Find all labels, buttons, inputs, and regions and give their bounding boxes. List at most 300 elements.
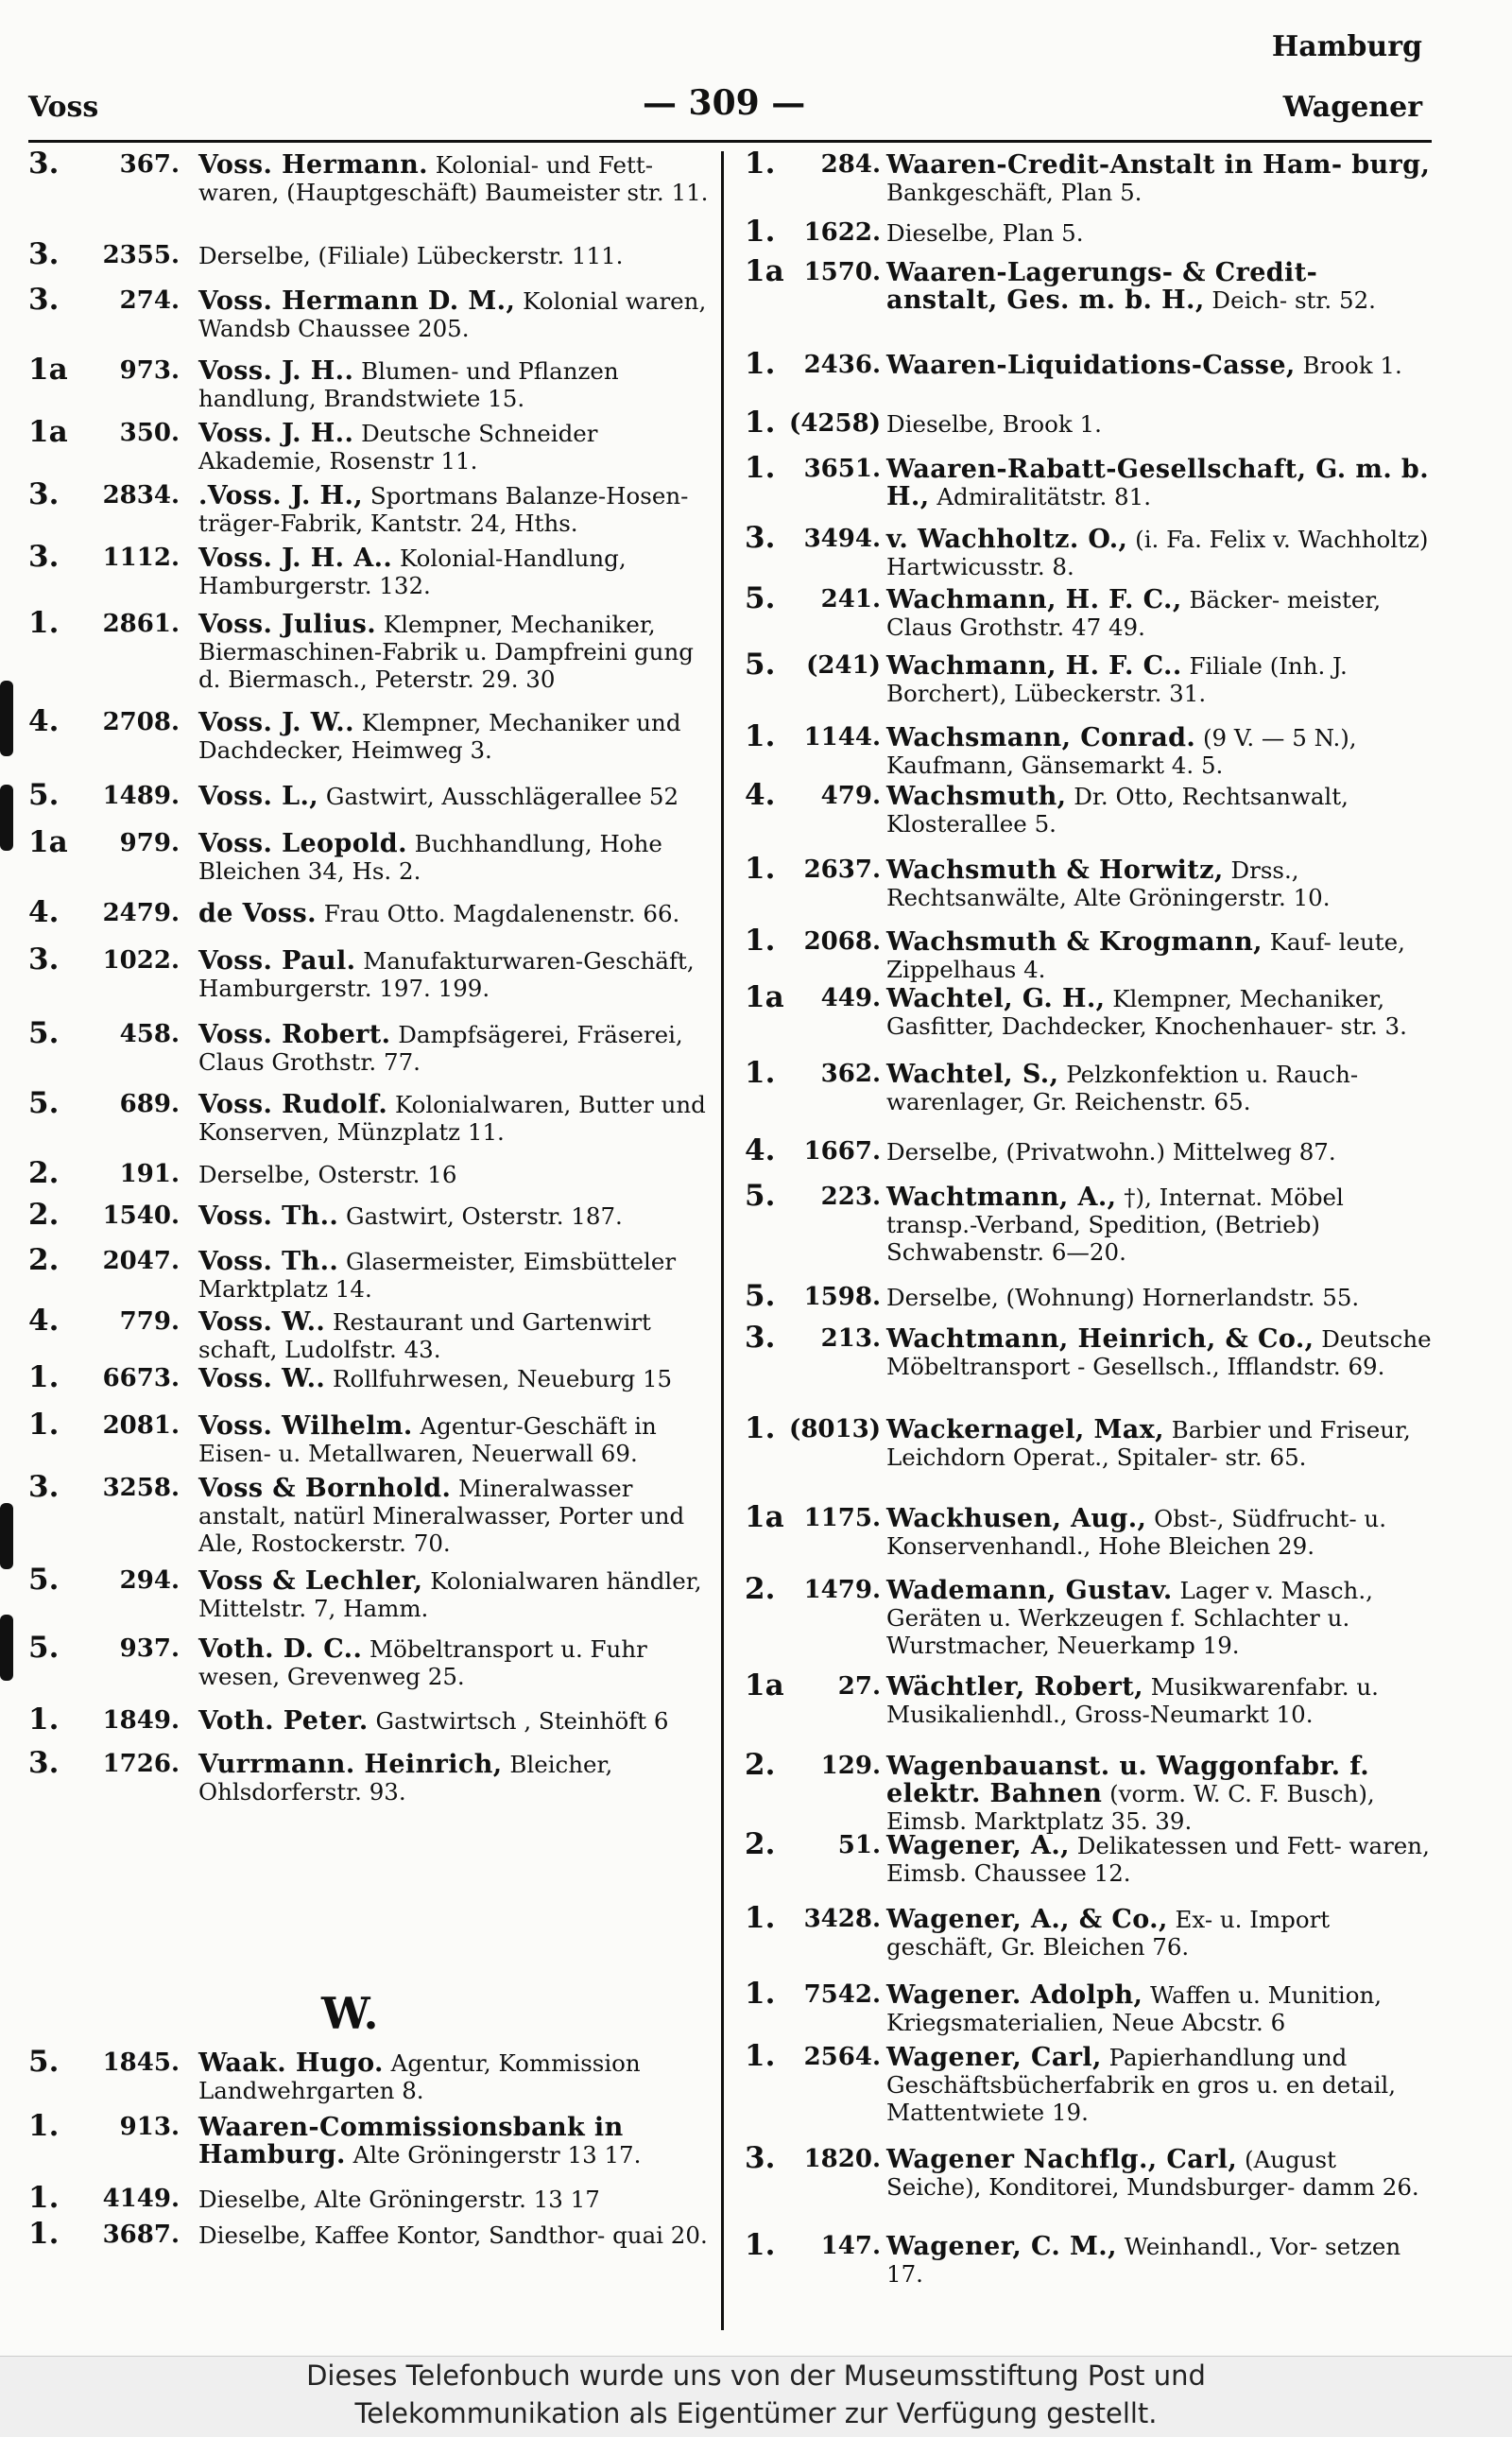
entry-text: [886, 1505, 1432, 1560]
entry-description: Delikatessen und Fett- waren, Eimsb. Chaussee 12.: [886, 1832, 1430, 1887]
entry-text: [198, 783, 711, 810]
header-city: Hamburg: [1271, 30, 1422, 63]
entry-text: [886, 456, 1432, 510]
exchange-prefix: 1.: [745, 1056, 776, 1090]
entry-text: [886, 1416, 1432, 1471]
entry-text: [198, 900, 711, 927]
entry-description: Frau Otto. Magdalenenstr. 66.: [323, 900, 680, 927]
entry-description: Dieselbe, Alte Gröningerstr. 13 17: [198, 2186, 600, 2213]
entry-description: Kolonialwaren händler, Mittelstr. 7, Hamm.: [198, 1567, 702, 1622]
exchange-prefix: 5.: [745, 1179, 776, 1213]
entry-name: Voss. Hermann.: [198, 150, 428, 180]
entry-description: Derselbe, (Filiale) Lübeckerstr. 111.: [198, 242, 624, 269]
exchange-prefix: 2.: [28, 1243, 60, 1277]
exchange-prefix: 1.: [745, 719, 776, 753]
phone-number: 779.: [119, 1307, 180, 1336]
phone-number: 2047.: [102, 1247, 180, 1275]
exchange-prefix: 1.: [745, 924, 776, 958]
phone-number: 1726.: [102, 1750, 180, 1778]
phone-number: 2081.: [102, 1411, 180, 1440]
phone-number: 2068.: [803, 927, 881, 956]
entry-text: [886, 1284, 1432, 1311]
entry-text: [198, 151, 711, 206]
binding-mark: [0, 1503, 13, 1569]
entry-text: [886, 985, 1432, 1040]
entry-text: [198, 2186, 711, 2213]
phone-number: 913.: [119, 2113, 180, 2141]
exchange-prefix: 5.: [745, 581, 776, 615]
phone-number: 1667.: [803, 1137, 881, 1166]
phone-number: 350.: [119, 419, 180, 447]
entry-name: Voss. Julius.: [198, 610, 377, 639]
entry-name: Waaren-Credit-Anstalt in Ham- burg,: [886, 150, 1431, 180]
entry-description: Alte Gröningerstr 13 17.: [352, 2141, 642, 2169]
entry-description: Klempner, Mechaniker, Biermaschinen-Fabrik u. Dampfreini gung d. Biermasch., Peterstr. 29. 30: [198, 611, 694, 693]
exchange-prefix: 3.: [28, 147, 60, 181]
entry-name: Wackhusen, Aug.,: [886, 1504, 1147, 1533]
entry-name: Voss. Robert.: [198, 1020, 391, 1049]
entry-name: v. Wachholtz. O.,: [886, 525, 1128, 554]
entry-name: Wachsmuth,: [886, 782, 1067, 811]
entry-description: Barbier und Friseur, Leichdorn Operat., Spitaler- str. 65.: [886, 1416, 1411, 1471]
phone-number: 3258.: [102, 1474, 180, 1502]
entry-description: Dieselbe, Brook 1.: [886, 410, 1102, 438]
entry-description: Kolonial waren, Wandsb Chaussee 205.: [198, 287, 707, 342]
entry-text: [198, 1751, 711, 1806]
entry-name: Voss. W..: [198, 1364, 326, 1393]
exchange-prefix: 1.: [28, 606, 60, 640]
phone-number: 2479.: [102, 899, 180, 927]
exchange-prefix: 1.: [745, 852, 776, 886]
entry-name: .Voss. J. H.,: [198, 481, 364, 510]
exchange-prefix: 3.: [745, 1321, 776, 1355]
entry-description: Admiralitätstr. 81.: [936, 483, 1152, 510]
entry-description: Kolonialwaren, Butter und Konserven, Münzplatz 11.: [198, 1091, 706, 1146]
phone-number: 191.: [119, 1160, 180, 1188]
entry-name: Wagenbauanst. u. Waggonfabr. f. elektr. Bahnen: [886, 1752, 1370, 1808]
phone-number: 2355.: [102, 241, 180, 269]
entry-text: [198, 357, 711, 412]
entry-description: (i. Fa. Felix v. Wachholtz) Hartwicusstr. 8.: [886, 526, 1429, 580]
entry-description: Kolonial- und Fett- waren, (Hauptgeschäft) Baumeister str. 11.: [198, 151, 709, 206]
phone-number: 1489.: [102, 782, 180, 810]
entry-name: Voss. J. W..: [198, 708, 354, 737]
phone-number: 689.: [119, 1090, 180, 1118]
entry-description: Weinhandl., Vor- setzen 17.: [886, 2233, 1401, 2288]
entry-text: [198, 1202, 711, 1230]
entry-text: [198, 287, 711, 342]
phone-number: 1479.: [803, 1576, 881, 1604]
entry-name: Voss. Th..: [198, 1247, 339, 1276]
entry-text: [886, 1832, 1432, 1887]
phone-number: 1540.: [102, 1201, 180, 1230]
exchange-prefix: 5.: [28, 1086, 60, 1120]
exchange-prefix: 1.: [745, 2039, 776, 2073]
entry-name: Voss. Paul.: [198, 946, 356, 976]
entry-text: [886, 151, 1432, 206]
phone-number: 274.: [119, 286, 180, 315]
entry-text: [198, 1567, 711, 1622]
exchange-prefix: 1.: [745, 451, 776, 485]
phone-number: 367.: [119, 150, 180, 179]
exchange-prefix: 1.: [745, 1901, 776, 1935]
exchange-prefix: 5.: [28, 778, 60, 812]
exchange-prefix: 3.: [28, 1746, 60, 1780]
phone-number: 4149.: [102, 2185, 180, 2213]
phone-number: 1022.: [102, 946, 180, 975]
exchange-prefix: 1.: [745, 1411, 776, 1445]
phone-number: 1820.: [803, 2145, 881, 2173]
entry-description: (August Seiche), Konditorei, Mundsburger- damm 26.: [886, 2146, 1419, 2201]
entry-name: Wagener, C. M.,: [886, 2232, 1117, 2261]
exchange-prefix: 1.: [28, 1408, 60, 1442]
exchange-prefix: 1.: [745, 347, 776, 381]
exchange-prefix: 5.: [28, 1563, 60, 1597]
entry-description: Dr. Otto, Rechtsanwalt, Klosterallee 5.: [886, 783, 1349, 838]
entry-name: Wachtmann, Heinrich, & Co.,: [886, 1324, 1314, 1354]
exchange-prefix: 1.: [28, 2181, 60, 2215]
exchange-prefix: 3.: [28, 477, 60, 511]
exchange-prefix: 4.: [745, 1133, 776, 1167]
exchange-prefix: 1.: [745, 147, 776, 181]
entry-text: [886, 928, 1432, 983]
phone-number: 284.: [820, 150, 881, 179]
phone-number: 1622.: [803, 218, 881, 247]
exchange-prefix: 2.: [745, 1748, 776, 1782]
entry-description: Filiale (Inh. J. Borchert), Lübeckerstr. 31.: [886, 652, 1348, 707]
phone-number: 2834.: [102, 481, 180, 510]
column-divider: [721, 151, 724, 2330]
entry-description: Deutsche Möbeltransport - Gesellsch., Ifflandstr. 69.: [886, 1325, 1432, 1380]
phone-number: (241): [806, 651, 881, 680]
entry-description: Kolonial-Handlung, Hamburgerstr. 132.: [198, 544, 627, 599]
phone-number: 294.: [119, 1566, 180, 1595]
phone-number: 2637.: [803, 856, 881, 884]
entry-name: Waaren-Lagerungs- & Credit- anstalt, Ges. m. b. H.,: [886, 258, 1318, 315]
footer-line-2: Telekommunikation als Eigentümer zur Verfügung gestellt.: [354, 2397, 1158, 2429]
entry-text: [886, 1138, 1432, 1166]
exchange-prefix: 1a: [28, 825, 68, 859]
exchange-prefix: 4.: [28, 1304, 60, 1338]
entry-description: (9 V. — 5 N.), Kaufmann, Gänsemarkt 4. 5.: [886, 724, 1357, 779]
entry-text: [198, 1635, 711, 1690]
entry-text: [886, 724, 1432, 779]
entry-name: Voth. D. C..: [198, 1634, 363, 1664]
entry-name: Wagener Nachflg., Carl,: [886, 2145, 1238, 2174]
exchange-prefix: 1a: [745, 1668, 784, 1702]
entry-description: Restaurant und Gartenwirt schaft, Ludolfstr. 43.: [198, 1308, 651, 1363]
entry-text: [198, 1248, 711, 1303]
entry-text: [198, 1021, 711, 1076]
exchange-prefix: 3.: [28, 283, 60, 317]
exchange-prefix: 3.: [745, 2141, 776, 2175]
entry-name: Wagener. Adolph,: [886, 1980, 1143, 2010]
entry-description: Klempner, Mechaniker, Gasfitter, Dachdecker, Knochenhauer- str. 3.: [886, 985, 1407, 1040]
phone-number: 1144.: [803, 723, 881, 752]
entry-description: Agentur, Kommission Landwehrgarten 8.: [198, 2049, 641, 2104]
entry-name: Voss. Hermann D. M.,: [198, 286, 516, 316]
entry-text: [886, 219, 1432, 247]
exchange-prefix: 1a: [28, 415, 68, 449]
entry-name: Voss & Bornhold.: [198, 1474, 452, 1503]
exchange-prefix: 1.: [745, 2228, 776, 2262]
entry-text: [198, 1475, 711, 1557]
page-number: — 309 —: [643, 83, 806, 123]
entry-text: [198, 830, 711, 885]
entry-text: [198, 544, 711, 599]
entry-name: Waaren-Commissionsbank in Hamburg.: [198, 2113, 624, 2169]
entry-name: Wademann, Gustav.: [886, 1576, 1173, 1605]
exchange-prefix: 1.: [28, 1360, 60, 1394]
entry-text: [886, 526, 1432, 580]
entry-text: [886, 1981, 1432, 2036]
entry-text: [198, 2114, 711, 2169]
entry-name: Wachtel, G. H.,: [886, 984, 1106, 1013]
exchange-prefix: 1.: [745, 1977, 776, 2011]
entry-description: Deutsche Schneider Akademie, Rosenstr 11.: [198, 420, 598, 475]
entry-text: [198, 1365, 711, 1392]
phone-number: 3651.: [803, 455, 881, 483]
entry-description: Derselbe, (Wohnung) Hornerlandstr. 55.: [886, 1284, 1360, 1311]
entry-description: Drss., Rechtsanwälte, Alte Gröningerstr. 10.: [886, 856, 1331, 911]
exchange-prefix: 4.: [28, 895, 60, 929]
entry-description: Pelzkonfektion u. Rauch- warenlager, Gr. Reichenstr. 65.: [886, 1061, 1359, 1115]
entry-name: Wachmann, H. F. C.,: [886, 585, 1182, 614]
entry-text: [886, 1673, 1432, 1728]
phone-number: 2564.: [803, 2043, 881, 2071]
exchange-prefix: 5.: [745, 1279, 776, 1313]
entry-name: Wachtel, S.,: [886, 1060, 1059, 1089]
phone-number: 979.: [119, 829, 180, 857]
phone-number: 6673.: [102, 1364, 180, 1392]
entry-name: Voss. Wilhelm.: [198, 1411, 413, 1441]
entry-text: [886, 856, 1432, 911]
entry-text: [198, 420, 711, 475]
entry-text: [886, 2233, 1432, 2288]
header-right-keyword: Wagener: [1282, 91, 1422, 124]
phone-number: 3428.: [803, 1905, 881, 1933]
entry-name: Wachsmuth & Horwitz,: [886, 856, 1224, 885]
entry-description: †), Internat. Möbel transp.-Verband, Spedition, (Betrieb) Schwabenstr. 6—20.: [886, 1184, 1344, 1266]
entry-description: Rollfuhrwesen, Neueburg 15: [333, 1365, 673, 1392]
entry-description: Musikwarenfabr. u. Musikalienhdl., Gross-Neumarkt 10.: [886, 1673, 1379, 1728]
entry-name: Voss. W..: [198, 1307, 326, 1337]
exchange-prefix: 4.: [28, 704, 60, 738]
entry-name: Voth. Peter.: [198, 1706, 369, 1736]
entry-description: Buchhandlung, Hohe Bleichen 34, Hs. 2.: [198, 830, 662, 885]
entry-text: [886, 1184, 1432, 1266]
phone-number: 1849.: [102, 1706, 180, 1735]
entry-text: [198, 611, 711, 693]
entry-description: Obst-, Südfrucht- u. Konservenhandl., Hohe Bleichen 29.: [886, 1505, 1386, 1560]
phone-number: 458.: [119, 1020, 180, 1048]
phone-number: 479.: [820, 782, 881, 810]
exchange-prefix: 4.: [745, 778, 776, 812]
entry-name: Voss & Lechler,: [198, 1566, 423, 1596]
entry-text: [198, 242, 711, 269]
phone-number: 1175.: [803, 1504, 881, 1532]
entry-name: Wachsmann, Conrad.: [886, 723, 1196, 752]
entry-name: Wachmann, H. F. C..: [886, 651, 1182, 681]
phone-number: (8013): [789, 1415, 881, 1443]
entry-text: [198, 2049, 711, 2104]
entry-description: Gastwirt, Osterstr. 187.: [346, 1202, 623, 1230]
entry-description: Gastwirt, Ausschlägerallee 52: [325, 783, 679, 810]
entry-text: [886, 1325, 1432, 1380]
entry-description: Dampfsägerei, Fräserei, Claus Grothstr. 77.: [198, 1021, 683, 1076]
entry-text: [886, 1061, 1432, 1115]
entry-text: [198, 1091, 711, 1146]
exchange-prefix: 5.: [28, 1631, 60, 1665]
exchange-prefix: 5.: [28, 1016, 60, 1050]
entry-name: Wagener, A., & Co.,: [886, 1905, 1168, 1934]
exchange-prefix: 5.: [745, 648, 776, 682]
entry-text: [886, 652, 1432, 707]
entry-text: [198, 1707, 711, 1735]
phone-number: 1598.: [803, 1283, 881, 1311]
exchange-prefix: 1a: [745, 980, 784, 1014]
entry-description: (vorm. W. C. F. Busch), Eimsb. Marktplatz 35. 39.: [886, 1780, 1375, 1835]
header-left-keyword: Voss: [28, 91, 99, 124]
entry-description: Agentur-Geschäft in Eisen- u. Metallwaren, Neuerwall 69.: [198, 1412, 657, 1467]
phone-number: 241.: [820, 585, 881, 614]
entry-text: [198, 947, 711, 1002]
phone-number: 1112.: [102, 544, 180, 572]
exchange-prefix: 3.: [745, 521, 776, 555]
exchange-prefix: 1.: [745, 215, 776, 249]
header-rule: [28, 140, 1432, 143]
entry-name: Voss. J. H..: [198, 356, 354, 386]
entry-description: Deich- str. 52.: [1211, 286, 1376, 314]
exchange-prefix: 2.: [745, 1572, 776, 1606]
entry-description: Dieselbe, Plan 5.: [886, 219, 1084, 247]
entry-text: [198, 1308, 711, 1363]
entry-name: Wachsmuth & Krogmann,: [886, 927, 1263, 957]
entry-text: [886, 586, 1432, 641]
phone-number: 7542.: [803, 1980, 881, 2009]
entry-description: Lager v. Masch., Geräten u. Werkzeugen f. Schlachter u. Wurstmacher, Neuerkamp 19.: [886, 1577, 1373, 1659]
entry-description: Dieselbe, Kaffee Kontor, Sandthor- quai 20.: [198, 2221, 708, 2249]
exchange-prefix: 1.: [28, 2217, 60, 2251]
entry-description: Sportmans Balanze-Hosen- träger-Fabrik, Kantstr. 24, Hths.: [198, 482, 689, 537]
entry-name: Voss. J. H. A..: [198, 544, 393, 573]
entry-description: Brook 1.: [1302, 352, 1402, 379]
entry-name: Wachtmann, A.,: [886, 1183, 1117, 1212]
entry-name: Waaren-Rabatt-Gesellschaft, G. m. b. H.,: [886, 455, 1430, 511]
entry-description: Gastwirtsch , Steinhöft 6: [375, 1707, 669, 1735]
entry-text: [886, 410, 1432, 438]
entry-description: Derselbe, (Privatwohn.) Mittelweg 87.: [886, 1138, 1336, 1166]
footer-notice: [0, 2356, 1512, 2437]
entry-description: Möbeltransport u. Fuhr wesen, Grevenweg 25.: [198, 1635, 647, 1690]
phone-number: 27.: [837, 1672, 881, 1701]
phone-number: (4258): [789, 409, 881, 438]
binding-mark: [0, 681, 13, 756]
phone-number: 3494.: [803, 525, 881, 553]
entry-description: Klempner, Mechaniker und Dachdecker, Heimweg 3.: [198, 709, 681, 764]
exchange-prefix: 1a: [745, 254, 784, 288]
exchange-prefix: 1a: [28, 353, 68, 387]
entry-description: Kauf- leute, Zippelhaus 4.: [886, 928, 1405, 983]
entry-text: [886, 1577, 1432, 1659]
phone-number: 2436.: [803, 351, 881, 379]
phone-number: 2861.: [102, 610, 180, 638]
entry-name: Voss. Leopold.: [198, 829, 407, 858]
exchange-prefix: 5.: [28, 2045, 60, 2079]
entry-name: Voss. J. H..: [198, 419, 354, 448]
entry-name: Voss. L.,: [198, 782, 319, 811]
entry-name: Vurrmann. Heinrich,: [198, 1750, 503, 1779]
entry-description: Papierhandlung und Geschäftsbücherfabrik en gros u. en detail, Mattentwiete 19.: [886, 2044, 1397, 2126]
phone-number: 147.: [820, 2232, 881, 2260]
entry-name: Waak. Hugo.: [198, 2048, 384, 2078]
exchange-prefix: 2.: [28, 1198, 60, 1232]
entry-text: [886, 783, 1432, 838]
entry-description: Derselbe, Osterstr. 16: [198, 1161, 457, 1188]
binding-mark: [0, 1615, 13, 1681]
exchange-prefix: 1.: [745, 406, 776, 440]
phone-number: 223.: [820, 1183, 881, 1211]
entry-description: Waffen u. Munition, Kriegsmaterialien, Neue Abcstr. 6: [886, 1981, 1383, 2036]
entry-name: Waaren-Liquidations-Casse,: [886, 351, 1296, 380]
entry-text: [198, 1161, 711, 1188]
exchange-prefix: 2.: [745, 1827, 776, 1861]
exchange-prefix: 3.: [28, 1470, 60, 1504]
entry-text: [198, 2221, 711, 2249]
phone-number: 1570.: [803, 258, 881, 286]
phone-number: 362.: [820, 1060, 881, 1088]
phone-number: 213.: [820, 1324, 881, 1353]
section-letter: W.: [321, 1988, 379, 2039]
exchange-prefix: 2.: [28, 1156, 60, 1190]
exchange-prefix: 3.: [28, 540, 60, 574]
phone-number: 449.: [820, 984, 881, 1012]
phone-number: 51.: [837, 1831, 881, 1859]
phone-number: 129.: [820, 1752, 881, 1780]
entry-description: Glasermeister, Eimsbütteler Marktplatz 14.: [198, 1248, 677, 1303]
entry-description: Bankgeschäft, Plan 5.: [886, 179, 1143, 206]
entry-text: [886, 1906, 1432, 1961]
entry-name: de Voss.: [198, 899, 317, 928]
entry-name: Wächtler, Robert,: [886, 1672, 1143, 1702]
entry-text: [886, 352, 1432, 379]
exchange-prefix: 1.: [28, 1702, 60, 1737]
entry-name: Voss. Rudolf.: [198, 1090, 388, 1119]
entry-text: [198, 1412, 711, 1467]
entry-text: [886, 2044, 1432, 2126]
entry-description: Bleicher, Ohlsdorferstr. 93.: [198, 1751, 613, 1806]
phone-number: 3687.: [102, 2221, 180, 2249]
phone-number: 1845.: [102, 2048, 180, 2077]
binding-mark: [0, 785, 13, 851]
entry-description: Blumen- und Pflanzen handlung, Brandstwiete 15.: [198, 357, 619, 412]
entry-description: Bäcker- meister, Claus Grothstr. 47 49.: [886, 586, 1382, 641]
entry-description: Ex- u. Import geschäft, Gr. Bleichen 76.: [886, 1906, 1331, 1961]
entry-description: Manufakturwaren-Geschäft, Hamburgerstr. 197. 199.: [198, 947, 695, 1002]
entry-name: Voss. Th..: [198, 1201, 339, 1231]
exchange-prefix: 3.: [28, 942, 60, 977]
entry-text: [886, 2146, 1432, 2201]
phone-number: 2708.: [102, 708, 180, 736]
entry-text: [198, 709, 711, 764]
exchange-prefix: 1.: [28, 2109, 60, 2143]
entry-name: Wagener, Carl,: [886, 2043, 1102, 2072]
exchange-prefix: 3.: [28, 237, 60, 271]
entry-text: [198, 482, 711, 537]
phone-number: 937.: [119, 1634, 180, 1663]
footer-line-1: Dieses Telefonbuch wurde uns von der Museumsstiftung Post und: [306, 2359, 1206, 2392]
entry-description: Mineralwasser anstalt, natürl Mineralwasser, Porter und Ale, Rostockerstr. 70.: [198, 1475, 685, 1557]
